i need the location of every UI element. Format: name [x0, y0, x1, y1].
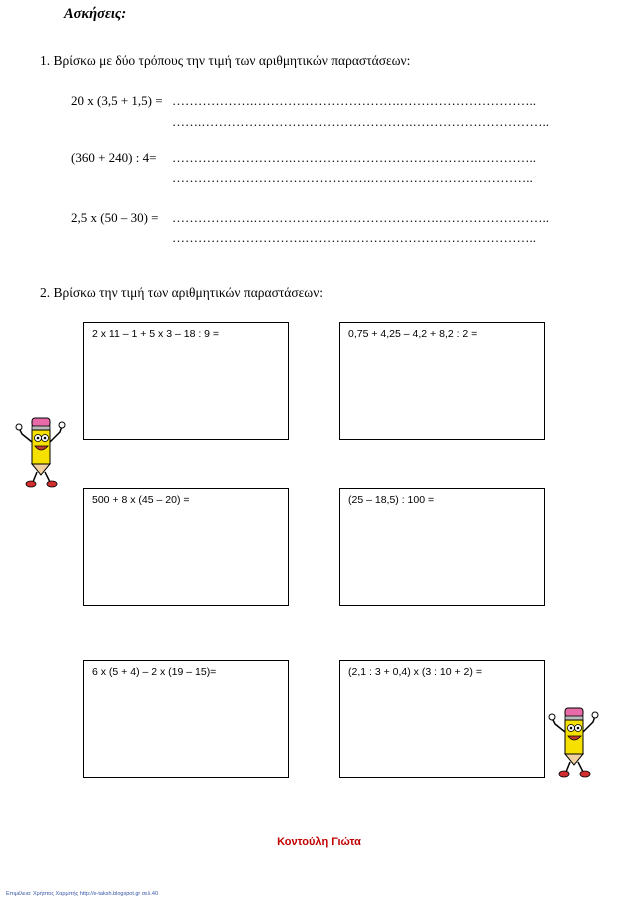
q1-answer-line-1a[interactable]: ……………….…………………………….…………………………..	[172, 93, 536, 108]
box-expression: 2 x 11 – 1 + 5 x 3 – 18 : 9 =	[92, 328, 220, 340]
box-expression: (2,1 : 3 + 0,4) x (3 : 10 + 2) =	[348, 666, 482, 678]
page-title: Ασκήσεις:	[64, 6, 127, 22]
footer-credit[interactable]: Επιμέλεια: Χρήστος Χαρμπής http://e-taksh.blogspot.gr σελ.40	[6, 891, 159, 897]
q1-expr-3: 2,5 x (50 – 30) =	[71, 210, 159, 225]
answer-box-6[interactable]	[339, 660, 545, 778]
q1-answer-line-2b[interactable]: ……………………………………….………………………………..	[172, 170, 533, 185]
answer-box-1[interactable]	[83, 322, 289, 440]
box-expression: 6 x (5 + 4) – 2 x (19 – 15)=	[92, 666, 217, 678]
answer-box-5[interactable]	[83, 660, 289, 778]
q1-heading: 1. Βρίσκω με δύο τρόπους την τιμή των αριθμητικών παραστάσεων:	[40, 53, 411, 68]
pencil-mascot-icon	[546, 702, 604, 782]
q1-answer-line-3a[interactable]: ……………….…………………………………….……………………..	[172, 210, 549, 225]
q1-answer-line-2a[interactable]: ……………………….…………………………………….…………..	[172, 150, 536, 165]
box-expression: 0,75 + 4,25 – 4,2 + 8,2 : 2 =	[348, 328, 478, 340]
q1-expr-2: (360 + 240) : 4=	[71, 150, 157, 165]
author-name: Κοντούλη Γιώτα	[277, 836, 361, 848]
q1-answer-line-3b[interactable]: ………………………….……….……………………………………..	[172, 230, 536, 245]
q1-answer-line-1b[interactable]: …….………………………………………….…………………………..	[172, 114, 549, 129]
box-expression: (25 – 18,5) : 100 =	[348, 494, 435, 506]
q1-expr-1: 20 x (3,5 + 1,5) =	[71, 93, 163, 108]
pencil-mascot-icon	[14, 412, 70, 492]
answer-box-3[interactable]	[83, 488, 289, 606]
box-expression: 500 + 8 x (45 – 20) =	[92, 494, 190, 506]
q2-heading: 2. Βρίσκω την τιμή των αριθμητικών παραστάσεων:	[40, 285, 324, 300]
answer-box-4[interactable]	[339, 488, 545, 606]
answer-box-2[interactable]	[339, 322, 545, 440]
